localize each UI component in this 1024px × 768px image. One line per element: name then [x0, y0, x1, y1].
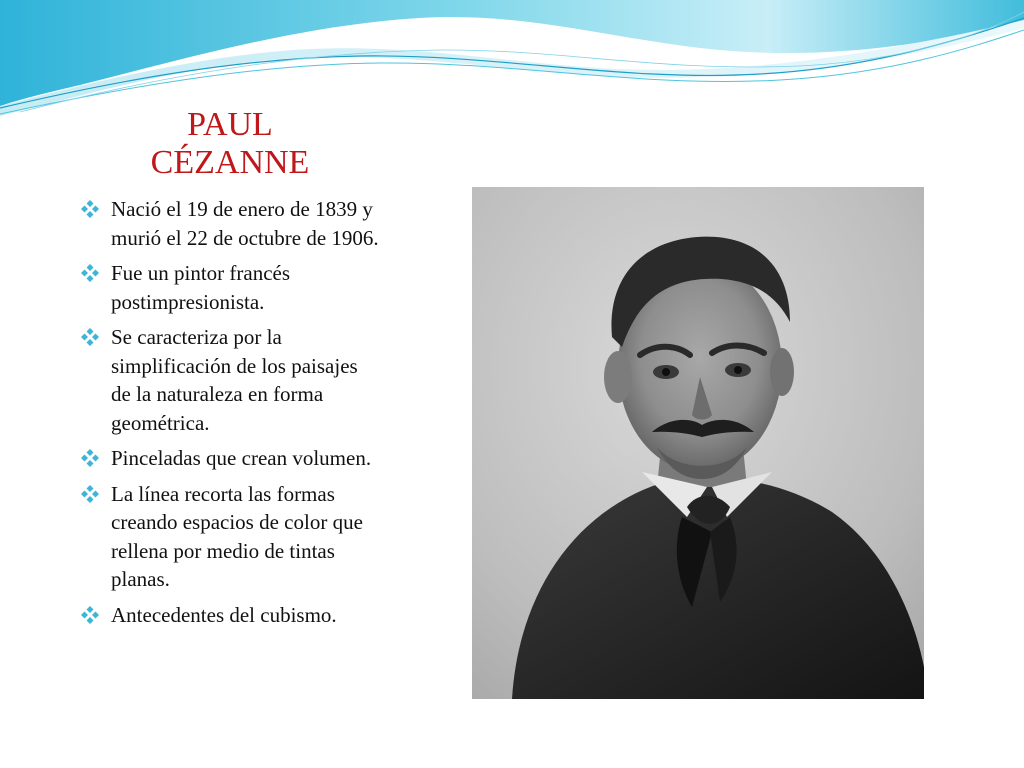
diamond-cluster-icon: [80, 605, 100, 625]
bullet-text: Se caracteriza por la simplificación de los paisajes de la naturaleza en forma geométrica.: [111, 325, 358, 435]
slide-title-line-2: CÉZANNE: [150, 144, 310, 181]
bullet-item: [80, 601, 380, 630]
bullet-text: Pinceladas que crean volumen.: [111, 446, 372, 470]
bullet-text: Antecedentes del cubismo.: [111, 602, 337, 627]
diamond-cluster-icon: [80, 263, 100, 283]
bullet-item: [80, 323, 380, 437]
bullet-text: Fue un pintor francés postimpresionista.: [111, 261, 291, 314]
bullet-text: La línea recorta las formas creando espacios de color que rellena por medio de tintas planas.: [111, 481, 363, 591]
diamond-cluster-icon: [80, 448, 100, 468]
diamond-cluster-icon: [80, 327, 100, 347]
bullet-item: [80, 259, 380, 316]
bullet-item: [80, 195, 380, 252]
bullet-text: Nació el 19 de enero de 1839 y murió el 22 de octubre de 1906.: [111, 197, 379, 250]
diamond-cluster-icon: [80, 484, 100, 504]
bullet-item: [80, 480, 380, 594]
bullet-item: [80, 444, 380, 473]
bullet-list: [80, 195, 380, 636]
slide-title-line-1: PAUL: [187, 106, 273, 143]
diamond-cluster-icon: [80, 199, 100, 219]
portrait-illustration: [472, 187, 924, 699]
slide-title: [100, 106, 360, 182]
portrait-photo: [472, 187, 924, 699]
